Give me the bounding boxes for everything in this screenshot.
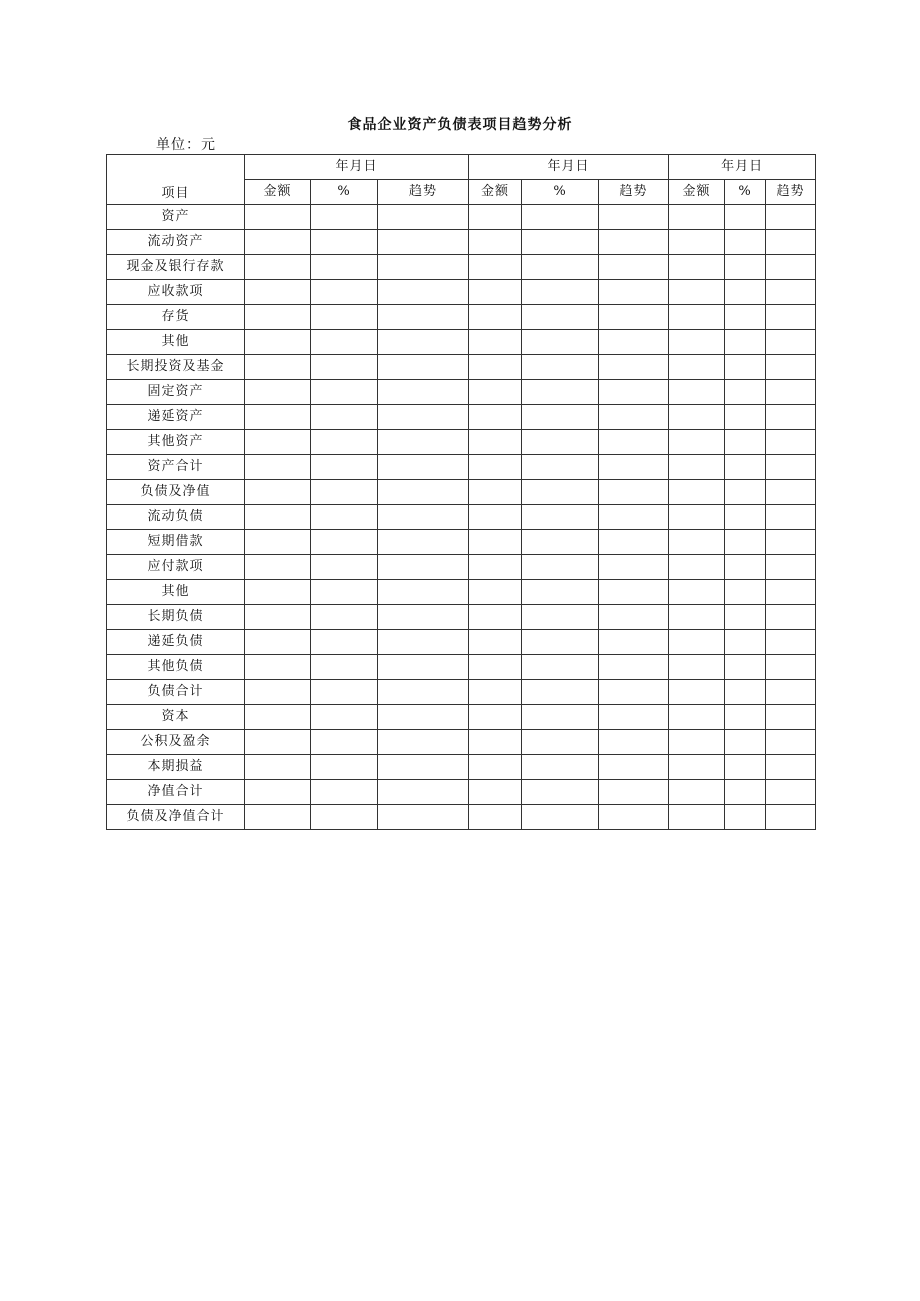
empty-value-cell[interactable] [766,705,816,730]
empty-value-cell[interactable] [766,580,816,605]
empty-value-cell[interactable] [599,755,669,780]
empty-value-cell[interactable] [522,755,599,780]
empty-value-cell[interactable] [522,580,599,605]
table-row [107,555,816,580]
amount-column-header: 金额 [469,180,522,205]
empty-value-cell[interactable] [311,730,378,755]
empty-value-cell[interactable] [469,530,522,555]
empty-value-cell[interactable] [469,455,522,480]
empty-value-cell[interactable] [766,805,816,830]
empty-value-cell[interactable] [599,530,669,555]
empty-value-cell[interactable] [766,230,816,255]
empty-value-cell[interactable] [725,655,766,680]
empty-value-cell[interactable] [245,680,311,705]
empty-value-cell[interactable] [245,755,311,780]
empty-value-cell[interactable] [766,555,816,580]
empty-value-cell[interactable] [725,380,766,405]
empty-value-cell[interactable] [311,805,378,830]
empty-value-cell[interactable] [469,405,522,430]
empty-value-cell[interactable] [522,805,599,830]
table-row [107,755,816,780]
empty-value-cell[interactable] [669,355,725,380]
empty-value-cell[interactable] [378,780,469,805]
empty-value-cell[interactable] [669,430,725,455]
row-label: 现金及银行存款 [107,255,245,280]
empty-value-cell[interactable] [522,505,599,530]
empty-value-cell[interactable] [522,455,599,480]
empty-value-cell[interactable] [469,255,522,280]
table-row [107,530,816,555]
empty-value-cell[interactable] [311,680,378,705]
empty-value-cell[interactable] [522,230,599,255]
empty-value-cell[interactable] [725,680,766,705]
empty-value-cell[interactable] [245,405,311,430]
empty-value-cell[interactable] [469,780,522,805]
row-label: 递延资产 [107,405,245,430]
empty-value-cell[interactable] [725,580,766,605]
empty-value-cell[interactable] [378,205,469,230]
empty-value-cell[interactable] [469,330,522,355]
empty-value-cell[interactable] [766,305,816,330]
empty-value-cell[interactable] [599,555,669,580]
empty-value-cell[interactable] [766,655,816,680]
empty-value-cell[interactable] [599,330,669,355]
empty-value-cell[interactable] [725,805,766,830]
empty-value-cell[interactable] [522,280,599,305]
empty-value-cell[interactable] [522,680,599,705]
empty-value-cell[interactable] [599,230,669,255]
empty-value-cell[interactable] [766,280,816,305]
empty-value-cell[interactable] [599,355,669,380]
empty-value-cell[interactable] [469,205,522,230]
table-row [107,230,816,255]
empty-value-cell[interactable] [469,355,522,380]
empty-value-cell[interactable] [469,555,522,580]
empty-value-cell[interactable] [311,305,378,330]
row-label: 其他 [107,580,245,605]
empty-value-cell[interactable] [245,530,311,555]
empty-value-cell[interactable] [766,680,816,705]
empty-value-cell[interactable] [725,305,766,330]
empty-value-cell[interactable] [522,305,599,330]
empty-value-cell[interactable] [245,655,311,680]
row-label: 应付款项 [107,555,245,580]
empty-value-cell[interactable] [311,280,378,305]
table-row [107,680,816,705]
empty-value-cell[interactable] [311,755,378,780]
empty-value-cell[interactable] [378,605,469,630]
empty-value-cell[interactable] [469,505,522,530]
empty-value-cell[interactable] [669,255,725,280]
empty-value-cell[interactable] [669,205,725,230]
empty-value-cell[interactable] [522,555,599,580]
empty-value-cell[interactable] [311,605,378,630]
trend-column-header: 趋势 [378,180,469,205]
empty-value-cell[interactable] [378,405,469,430]
empty-value-cell[interactable] [245,805,311,830]
empty-value-cell[interactable] [766,755,816,780]
empty-value-cell[interactable] [245,705,311,730]
empty-value-cell[interactable] [669,405,725,430]
empty-value-cell[interactable] [469,230,522,255]
table-row [107,805,816,830]
row-label: 应收款项 [107,280,245,305]
empty-value-cell[interactable] [378,705,469,730]
row-label: 存货 [107,305,245,330]
empty-value-cell[interactable] [599,480,669,505]
empty-value-cell[interactable] [669,280,725,305]
empty-value-cell[interactable] [522,380,599,405]
row-label: 递延负债 [107,630,245,655]
empty-value-cell[interactable] [766,605,816,630]
empty-value-cell[interactable] [469,430,522,455]
empty-value-cell[interactable] [766,505,816,530]
table-row [107,280,816,305]
empty-value-cell[interactable] [378,755,469,780]
table-row [107,205,816,230]
empty-value-cell[interactable] [245,605,311,630]
percent-column-header: % [522,180,599,205]
empty-value-cell[interactable] [599,505,669,530]
empty-value-cell[interactable] [522,655,599,680]
empty-value-cell[interactable] [669,380,725,405]
empty-value-cell[interactable] [469,280,522,305]
empty-value-cell[interactable] [469,305,522,330]
empty-value-cell[interactable] [599,455,669,480]
empty-value-cell[interactable] [725,780,766,805]
row-label: 资产 [107,205,245,230]
empty-value-cell[interactable] [669,805,725,830]
empty-value-cell[interactable] [669,680,725,705]
empty-value-cell[interactable] [669,580,725,605]
empty-value-cell[interactable] [245,780,311,805]
empty-value-cell[interactable] [311,655,378,680]
empty-value-cell[interactable] [311,380,378,405]
empty-value-cell[interactable] [766,405,816,430]
empty-value-cell[interactable] [245,380,311,405]
empty-value-cell[interactable] [669,555,725,580]
empty-value-cell[interactable] [378,255,469,280]
empty-value-cell[interactable] [245,305,311,330]
document-title: 食品企业资产负债表项目趋势分析 [347,117,573,133]
empty-value-cell[interactable] [311,405,378,430]
empty-value-cell[interactable] [725,505,766,530]
table-row [107,330,816,355]
empty-value-cell[interactable] [669,655,725,680]
empty-value-cell[interactable] [311,230,378,255]
empty-value-cell[interactable] [669,630,725,655]
table-row [107,305,816,330]
empty-value-cell[interactable] [766,630,816,655]
empty-value-cell[interactable] [669,330,725,355]
balance-sheet-trend-table [106,154,816,830]
empty-value-cell[interactable] [669,755,725,780]
table-body [107,205,816,830]
period-header-row [107,155,816,180]
empty-value-cell[interactable] [766,205,816,230]
empty-value-cell[interactable] [522,430,599,455]
empty-value-cell[interactable] [311,780,378,805]
table-row [107,630,816,655]
empty-value-cell[interactable] [766,480,816,505]
table-row [107,605,816,630]
empty-value-cell[interactable] [599,805,669,830]
amount-column-header: 金额 [245,180,311,205]
empty-value-cell[interactable] [725,280,766,305]
empty-value-cell[interactable] [599,255,669,280]
row-label: 固定资产 [107,380,245,405]
trend-column-header: 趋势 [599,180,669,205]
empty-value-cell[interactable] [378,805,469,830]
row-label: 资本 [107,705,245,730]
empty-value-cell[interactable] [669,305,725,330]
empty-value-cell[interactable] [599,730,669,755]
empty-value-cell[interactable] [245,630,311,655]
empty-value-cell[interactable] [599,280,669,305]
empty-value-cell[interactable] [469,480,522,505]
empty-value-cell[interactable] [725,455,766,480]
empty-value-cell[interactable] [311,580,378,605]
item-column-header: 项目 [107,155,245,205]
empty-value-cell[interactable] [522,255,599,280]
empty-value-cell[interactable] [378,380,469,405]
empty-value-cell[interactable] [311,205,378,230]
row-label: 流动负债 [107,505,245,530]
empty-value-cell[interactable] [766,355,816,380]
empty-value-cell[interactable] [725,355,766,380]
row-label: 负债合计 [107,680,245,705]
empty-value-cell[interactable] [599,405,669,430]
empty-value-cell[interactable] [378,280,469,305]
empty-value-cell[interactable] [469,730,522,755]
empty-value-cell[interactable] [522,530,599,555]
row-label: 短期借款 [107,530,245,555]
empty-value-cell[interactable] [378,230,469,255]
empty-value-cell[interactable] [245,280,311,305]
period-date-header: 年月日 [245,155,469,180]
empty-value-cell[interactable] [669,780,725,805]
row-label: 负债及净值 [107,480,245,505]
row-label: 资产合计 [107,455,245,480]
row-label: 长期投资及基金 [107,355,245,380]
unit-label: 单位：元 [156,137,216,153]
empty-value-cell[interactable] [522,630,599,655]
empty-value-cell[interactable] [245,205,311,230]
empty-value-cell[interactable] [599,380,669,405]
row-label: 长期负债 [107,605,245,630]
row-label: 其他资产 [107,430,245,455]
table-row [107,380,816,405]
period-date-header: 年月日 [669,155,816,180]
empty-value-cell[interactable] [311,455,378,480]
empty-value-cell[interactable] [725,630,766,655]
empty-value-cell[interactable] [245,555,311,580]
empty-value-cell[interactable] [725,205,766,230]
table-row [107,580,816,605]
empty-value-cell[interactable] [378,580,469,605]
table-row [107,655,816,680]
empty-value-cell[interactable] [311,480,378,505]
table-row [107,780,816,805]
empty-value-cell[interactable] [245,330,311,355]
empty-value-cell[interactable] [725,480,766,505]
empty-value-cell[interactable] [378,655,469,680]
empty-value-cell[interactable] [522,355,599,380]
empty-value-cell[interactable] [766,455,816,480]
empty-value-cell[interactable] [469,380,522,405]
empty-value-cell[interactable] [599,430,669,455]
empty-value-cell[interactable] [725,605,766,630]
empty-value-cell[interactable] [245,480,311,505]
trend-column-header: 趋势 [766,180,816,205]
empty-value-cell[interactable] [669,605,725,630]
amount-column-header: 金额 [669,180,725,205]
empty-value-cell[interactable] [311,505,378,530]
empty-value-cell[interactable] [311,555,378,580]
row-label: 流动资产 [107,230,245,255]
empty-value-cell[interactable] [469,630,522,655]
empty-value-cell[interactable] [311,255,378,280]
empty-value-cell[interactable] [469,705,522,730]
empty-value-cell[interactable] [245,355,311,380]
empty-value-cell[interactable] [245,580,311,605]
empty-value-cell[interactable] [522,780,599,805]
empty-value-cell[interactable] [725,330,766,355]
empty-value-cell[interactable] [599,605,669,630]
empty-value-cell[interactable] [766,330,816,355]
table-row [107,505,816,530]
empty-value-cell[interactable] [766,730,816,755]
empty-value-cell[interactable] [669,230,725,255]
empty-value-cell[interactable] [669,505,725,530]
empty-value-cell[interactable] [311,630,378,655]
empty-value-cell[interactable] [469,580,522,605]
empty-value-cell[interactable] [311,530,378,555]
row-label: 公积及盈余 [107,730,245,755]
empty-value-cell[interactable] [766,780,816,805]
empty-value-cell[interactable] [669,530,725,555]
empty-value-cell[interactable] [599,580,669,605]
empty-value-cell[interactable] [522,605,599,630]
empty-value-cell[interactable] [522,205,599,230]
table-row [107,355,816,380]
empty-value-cell[interactable] [522,480,599,505]
empty-value-cell[interactable] [378,730,469,755]
table-row [107,255,816,280]
row-label: 本期损益 [107,755,245,780]
empty-value-cell[interactable] [311,705,378,730]
empty-value-cell[interactable] [378,430,469,455]
empty-value-cell[interactable] [725,555,766,580]
empty-value-cell[interactable] [469,680,522,705]
empty-value-cell[interactable] [766,380,816,405]
empty-value-cell[interactable] [245,455,311,480]
empty-value-cell[interactable] [599,630,669,655]
row-label: 净值合计 [107,780,245,805]
empty-value-cell[interactable] [378,530,469,555]
table-row [107,730,816,755]
empty-value-cell[interactable] [469,655,522,680]
percent-column-header: % [311,180,378,205]
empty-value-cell[interactable] [669,455,725,480]
empty-value-cell[interactable] [725,730,766,755]
empty-value-cell[interactable] [522,705,599,730]
empty-value-cell[interactable] [522,405,599,430]
empty-value-cell[interactable] [245,230,311,255]
empty-value-cell[interactable] [469,605,522,630]
empty-value-cell[interactable] [469,755,522,780]
empty-value-cell[interactable] [245,430,311,455]
empty-value-cell[interactable] [669,730,725,755]
period-date-header: 年月日 [469,155,669,180]
empty-value-cell[interactable] [378,480,469,505]
row-label: 其他负债 [107,655,245,680]
empty-value-cell[interactable] [725,230,766,255]
empty-value-cell[interactable] [766,430,816,455]
empty-value-cell[interactable] [725,255,766,280]
empty-value-cell[interactable] [599,680,669,705]
empty-value-cell[interactable] [669,480,725,505]
empty-value-cell[interactable] [378,680,469,705]
row-label: 其他 [107,330,245,355]
empty-value-cell[interactable] [469,805,522,830]
empty-value-cell[interactable] [725,755,766,780]
empty-value-cell[interactable] [766,255,816,280]
percent-column-header: % [725,180,766,205]
empty-value-cell[interactable] [245,505,311,530]
empty-value-cell[interactable] [378,305,469,330]
empty-value-cell[interactable] [599,705,669,730]
empty-value-cell[interactable] [378,330,469,355]
empty-value-cell[interactable] [766,530,816,555]
empty-value-cell[interactable] [378,555,469,580]
empty-value-cell[interactable] [725,430,766,455]
empty-value-cell[interactable] [599,780,669,805]
empty-value-cell[interactable] [522,730,599,755]
empty-value-cell[interactable] [378,455,469,480]
table-row [107,455,816,480]
empty-value-cell[interactable] [245,255,311,280]
empty-value-cell[interactable] [522,330,599,355]
table-row [107,405,816,430]
row-label: 负债及净值合计 [107,805,245,830]
empty-value-cell[interactable] [378,355,469,380]
empty-value-cell[interactable] [599,205,669,230]
table-row [107,480,816,505]
table-row [107,705,816,730]
empty-value-cell[interactable] [599,655,669,680]
empty-value-cell[interactable] [245,730,311,755]
table-row [107,430,816,455]
empty-value-cell[interactable] [599,305,669,330]
empty-value-cell[interactable] [725,705,766,730]
empty-value-cell[interactable] [725,405,766,430]
empty-value-cell[interactable] [311,330,378,355]
empty-value-cell[interactable] [378,505,469,530]
empty-value-cell[interactable] [311,355,378,380]
empty-value-cell[interactable] [311,430,378,455]
empty-value-cell[interactable] [378,630,469,655]
empty-value-cell[interactable] [669,705,725,730]
empty-value-cell[interactable] [725,530,766,555]
